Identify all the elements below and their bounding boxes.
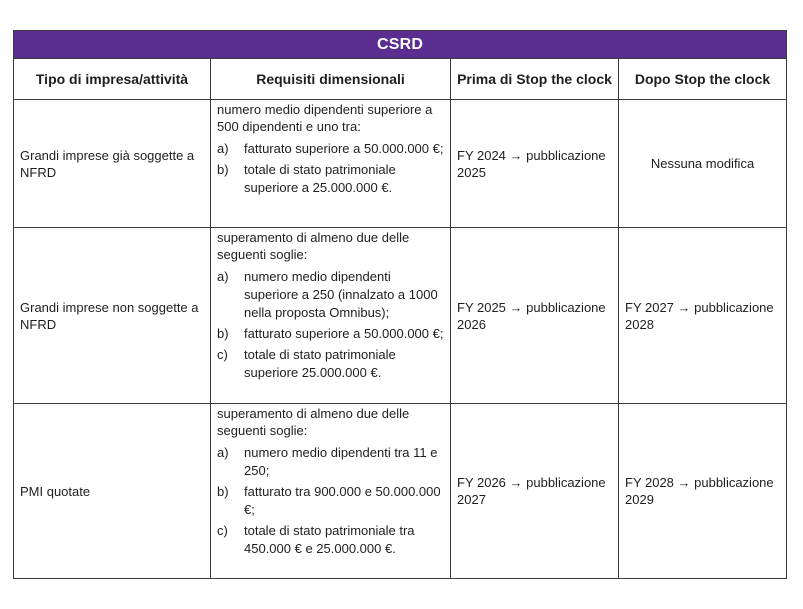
after-stop-the-clock-cell: FY 2027 → pubblicazione 2028	[619, 228, 787, 404]
after-stop-the-clock-cell: Nessuna modifica	[619, 100, 787, 228]
column-header-requirements: Requisiti dimensionali	[211, 59, 451, 100]
requirement-letter: a)	[217, 445, 229, 460]
requirement-letter: b)	[217, 162, 229, 177]
requirements-cell	[211, 404, 451, 579]
requirement-item	[217, 522, 444, 558]
before-stop-the-clock-cell: FY 2024 → pubblicazione 2025	[451, 100, 619, 228]
requirement-letter: a)	[217, 269, 229, 284]
company-type-cell: Grandi imprese non soggette a NFRD	[14, 228, 211, 404]
before-stop-the-clock-cell: FY 2025 → pubblicazione 2026	[451, 228, 619, 404]
column-header-before: Prima di Stop the clock	[451, 59, 619, 100]
requirement-letter: b)	[217, 326, 229, 341]
requirement-item	[217, 444, 444, 480]
requirement-text: fatturato superiore a 50.000.000 €;	[244, 326, 444, 341]
requirement-text: fatturato superiore a 50.000.000 €;	[244, 141, 444, 156]
requirements-intro: superamento di almeno due delle seguenti soglie:	[217, 406, 410, 438]
requirement-text: totale di stato patrimoniale tra 450.000 € e 25.000.000 €.	[244, 523, 415, 556]
table-row	[14, 404, 787, 579]
table-row	[14, 100, 787, 228]
requirement-item	[217, 268, 444, 322]
requirement-text: numero medio dipendenti tra 11 e 250;	[244, 445, 438, 478]
requirements-intro: superamento di almeno due delle seguenti soglie:	[217, 230, 410, 262]
before-stop-the-clock-cell: FY 2026 → pubblicazione 2027	[451, 404, 619, 579]
requirement-item	[217, 161, 444, 197]
requirement-letter: b)	[217, 484, 229, 499]
requirements-cell	[211, 100, 451, 228]
column-header-after: Dopo Stop the clock	[619, 59, 787, 100]
company-type-cell: PMI quotate	[14, 404, 211, 579]
table-title: CSRD	[14, 31, 787, 59]
requirement-text: totale di stato patrimoniale superiore 25.000.000 €.	[244, 347, 396, 380]
requirement-text: totale di stato patrimoniale superiore a 25.000.000 €.	[244, 162, 396, 195]
after-stop-the-clock-cell: FY 2028 → pubblicazione 2029	[619, 404, 787, 579]
requirement-item	[217, 325, 444, 343]
requirement-letter: c)	[217, 523, 228, 538]
requirement-text: numero medio dipendenti superiore a 250 (innalzato a 1000 nella proposta Omnibus);	[244, 269, 438, 320]
table-row	[14, 228, 787, 404]
requirements-cell	[211, 228, 451, 404]
company-type-cell: Grandi imprese già soggette a NFRD	[14, 100, 211, 228]
requirement-letter: c)	[217, 347, 228, 362]
requirement-item	[217, 483, 444, 519]
requirement-item	[217, 346, 444, 382]
column-header-type: Tipo di impresa/attività	[14, 59, 211, 100]
requirements-intro: numero medio dipendenti superiore a 500 dipendenti e uno tra:	[217, 102, 433, 134]
requirement-letter: a)	[217, 141, 229, 156]
csrd-table	[13, 30, 787, 579]
header-row	[14, 59, 787, 100]
requirement-text: fatturato tra 900.000 e 50.000.000 €;	[244, 484, 441, 517]
requirement-item	[217, 140, 444, 158]
